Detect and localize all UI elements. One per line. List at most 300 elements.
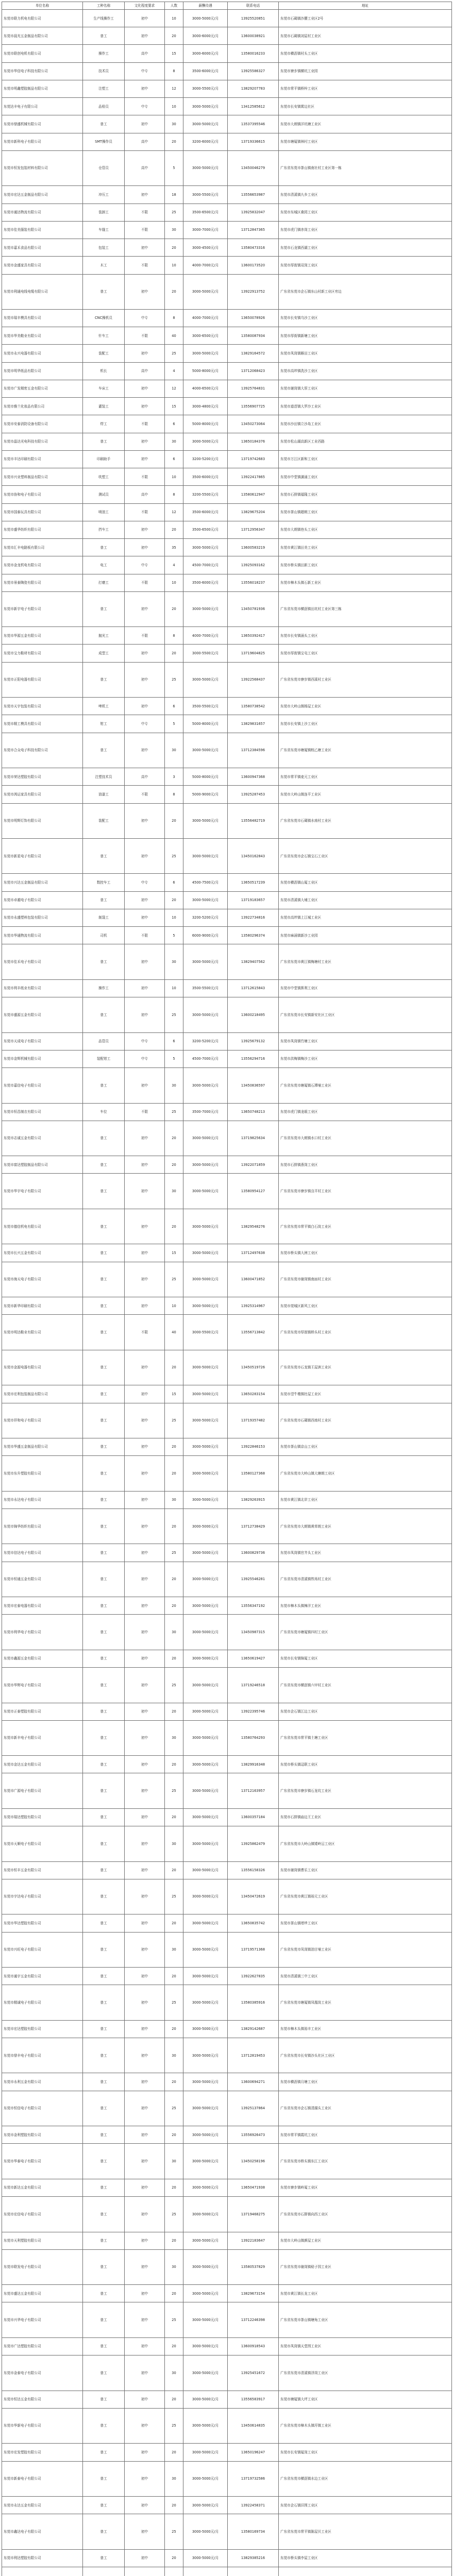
salary-cell: 5000-9000元/月 [183,786,228,803]
table-row [2,944,452,979]
education-cell: 初中 [125,521,165,538]
salary-cell: 3000-5000元/月 [183,1615,228,1650]
salary-cell: 3000-5000元/月 [183,2514,228,2549]
post-cell: 打磨工 [83,574,125,591]
table-row [2,415,452,433]
salary-cell: 3000-5000元/月 [183,662,228,697]
education-cell: 中专 [125,1050,165,1067]
count-cell: 20 [165,2337,183,2355]
count-cell: 10 [165,979,183,997]
salary-cell: 6000-9000元/月 [183,927,228,944]
address-cell: 东莞市莞城区新风工业区 [279,1297,452,1315]
post-cell: 普工 [83,944,125,979]
post-cell: 普工 [83,1350,125,1385]
address-cell: 东莞市长安镇上沙工业区 [279,715,452,733]
company-cell: 东莞市安泰消防设备有限公司 [2,415,83,433]
salary-cell: 3000-6000元/月 [183,27,228,45]
phone-cell: 13537395546 [228,115,279,133]
education-cell: 初中 [125,1068,165,1103]
company-cell: 东莞市新华印刷有限公司 [2,1297,83,1315]
table-row [2,2444,452,2461]
phone-cell: 13719604825 [228,645,279,662]
company-cell: 东莞市恒昌制衣有限公司 [2,1103,83,1121]
count-cell: 30 [165,2355,183,2391]
phone-cell: 13925287453 [228,786,279,803]
table-row [2,1068,452,1103]
education-cell: 初中 [125,1385,165,1403]
education-cell: 初中 [125,803,165,838]
count-cell: 20 [165,27,183,45]
address-cell: 东莞市清溪镇大埔工业区 [279,891,452,909]
phone-cell: 13580537829 [228,2249,279,2284]
count-cell: 10 [165,257,183,274]
education-cell: 中专 [125,556,165,574]
table-row [2,1509,452,1544]
salary-cell: 3000-5000元/月 [183,1174,228,1209]
count-cell: 20 [165,2020,183,2038]
company-cell: 东莞市明辉灯饰有限公司 [2,803,83,838]
address-cell: 广东省东莞市横沥镇六甲村工业区 [279,1668,452,1703]
count-cell: 20 [165,2232,183,2249]
count-cell: 30 [165,1826,183,1861]
address-cell: 东莞市长安镇厦岗工业区 [279,2444,452,2461]
education-cell: 不限 [125,574,165,591]
education-cell: 初中 [125,1615,165,1650]
phone-cell: 13719825634 [228,1121,279,1156]
table-row [2,891,452,909]
address-cell: 东莞市茶山镇增埗工业区 [279,1914,452,1932]
salary-cell: 3000-5000元/月 [183,591,228,626]
salary-cell: 3500-6000元/月 [183,468,228,486]
table-row [2,1209,452,1244]
post-cell: 普工 [83,1968,125,1985]
post-cell: 普工 [83,1385,125,1403]
post-cell: 测试员 [83,486,125,503]
post-cell [83,2567,125,2576]
count-cell: 25 [165,662,183,697]
post-cell: 喷油工 [83,503,125,521]
address-cell: 广东省东莞市企石镇东山村新工业区旁边 [279,274,452,309]
company-cell: 东莞市华宇电子有限公司 [2,1174,83,1209]
count-cell: 6 [165,698,183,715]
count-cell: 6 [165,415,183,433]
post-cell: 操作工 [83,979,125,997]
phone-cell: 13580473316 [228,239,279,257]
phone-cell: 13712738429 [228,1509,279,1544]
table-row [2,1562,452,1597]
salary-cell: 3000-5000元/月 [183,1438,228,1455]
table-row [2,1650,452,1667]
company-cell: 东莞市长兴五金有限公司 [2,1244,83,1262]
company-cell: 东莞市盛源五金有限公司 [2,997,83,1032]
address-cell: 东莞市厚街镇双岗工业区 [279,257,452,274]
company-cell: 东莞市汇丰电路板有限公司 [2,539,83,556]
table-row [2,2497,452,2514]
header-address: 地址 [279,2,452,10]
table-row [2,1350,452,1385]
salary-cell: 3000-5000元/月 [183,1597,228,1615]
address-cell: 广东省东莞市清溪镇浮岗工业区 [279,2355,452,2391]
education-cell: 不限 [125,257,165,274]
education-cell: 初中 [125,2355,165,2391]
count-cell: 25 [165,2408,183,2443]
table-row [2,2144,452,2179]
table-row [2,2549,452,2567]
salary-cell: 3200-5200元/月 [183,1032,228,1050]
table-row [2,698,452,715]
table-body [2,10,452,2576]
company-cell: 东莞市恒丰五金有限公司 [2,1861,83,1879]
phone-cell: 13829164572 [228,345,279,362]
post-cell: 品管员 [83,1032,125,1050]
company-cell: 东莞市鑫达电子有限公司 [2,2514,83,2549]
address-cell: 广东省东莞市寮步镇良平村工业区 [279,1174,452,1209]
count-cell: 30 [165,1720,183,1755]
company-cell: 东莞市利通电线电缆有限公司 [2,274,83,309]
address-cell: 广东省东莞市石碣镇西南村工业区 [279,1403,452,1438]
table-row [2,1968,452,1985]
count-cell: 20 [165,2497,183,2514]
address-cell: 东莞市长安镇锦厦工业区 [279,1650,452,1667]
company-cell: 东莞市通宇五金有限公司 [2,1968,83,1985]
salary-cell: 3000-5000元/月 [183,2073,228,2091]
address-cell: 东莞市石碣镇刘屋村工业区 [279,27,452,45]
address-cell: 东莞市谢岗镇曹乐工业区 [279,1861,452,1879]
post-cell: 数控车工 [83,874,125,891]
address-cell: 广东省东莞市大岭山镇矮岭冚工业区 [279,1826,452,1861]
post-cell: 普工 [83,1456,125,1491]
post-cell: 普工 [83,891,125,909]
count-cell: 30 [165,2144,183,2179]
post-cell: 针车工 [83,327,125,345]
phone-cell: 13829263915 [228,1491,279,1509]
phone-cell: 13450519726 [228,1350,279,1385]
table-row [2,115,452,133]
table-row [2,27,452,45]
phone-cell: 13712615843 [228,979,279,997]
salary-cell: 3000-5000元/月 [183,1244,228,1262]
phone-cell: 13580016233 [228,45,279,62]
education-cell: 初中 [125,1544,165,1562]
post-cell: 普工 [83,2337,125,2355]
education-cell: 初中 [125,1209,165,1244]
count-cell: 20 [165,2073,183,2091]
education-cell: 中专 [125,874,165,891]
education-cell: 初中 [125,698,165,715]
salary-cell: 3000-5000元/月 [183,1861,228,1879]
phone-cell: 13922846153 [228,1438,279,1455]
salary-cell: 3000-5000元/月 [183,803,228,838]
phone-cell: 13829548276 [228,1209,279,1244]
count-cell: 25 [165,1403,183,1438]
education-cell: 初中 [125,979,165,997]
company-cell: 东莞市利达塑胶有限公司 [2,2549,83,2567]
phone-cell: 13829142687 [228,2020,279,2038]
table-row [2,979,452,997]
salary-cell: 3000-5000元/月 [183,2444,228,2461]
salary-cell: 3000-5000元/月 [183,1668,228,1703]
company-cell: 东莞市嘉信电子有限公司 [2,1068,83,1103]
table-row [2,2391,452,2408]
address-cell: 东莞市石排镇燕岗工业区 [279,1156,452,1174]
education-cell: 初中 [125,2179,165,2196]
count-cell: 25 [165,2091,183,2126]
salary-cell: 3000-5000元/月 [183,1826,228,1861]
salary-cell: 3200-5200元/月 [183,450,228,468]
post-cell: 普工 [83,2408,125,2443]
salary-cell: 3000-5000元/月 [183,839,228,874]
salary-cell: 3000-5000元/月 [183,1808,228,1826]
count-cell: 20 [165,1350,183,1385]
salary-cell: 3000-5000元/月 [183,1720,228,1755]
count-cell: 5 [165,927,183,944]
company-cell: 东莞市通达物流有限公司 [2,204,83,221]
company-cell: 东莞市佳禾电子有限公司 [2,944,83,979]
education-cell: 初中 [125,839,165,874]
company-cell: 东莞市新宇电子有限公司 [2,591,83,626]
post-cell: 普工 [83,1650,125,1667]
education-cell: 中专 [125,62,165,80]
post-cell: 普工 [83,274,125,309]
table-row [2,380,452,397]
salary-cell: 3500-6000元/月 [183,62,228,80]
post-cell: 普工 [83,1720,125,1755]
address-cell: 东莞市望牛墩镇杜屋工业区 [279,1385,452,1403]
post-cell: 抛光工 [83,627,125,645]
address-cell: 东莞市清溪镇九乡工业区 [279,186,452,204]
post-cell: 机长 [83,362,125,380]
salary-cell: 3000-5000元/月 [183,733,228,768]
count-cell: 20 [165,891,183,909]
company-cell: 东莞市利丰纸业有限公司 [2,979,83,997]
count-cell: 5 [165,150,183,185]
post-cell: 普工 [83,1544,125,1562]
company-cell: 东莞市恒通五金有限公司 [2,1562,83,1597]
address-cell: 广东省东莞市长安镇沙头社区工业区 [279,2038,452,2073]
table-row [2,221,452,239]
phone-cell: 13580087934 [228,327,279,345]
address-cell: 广东省东莞市石碣镇水南村工业区 [279,803,452,838]
address-cell: 广东省东莞市石龙镇王屋洲工业区 [279,1350,452,1385]
salary-cell: 3000-5000元/月 [183,2091,228,2126]
company-cell: 东莞市金盛家具有限公司 [2,257,83,274]
salary-cell: 3000-5000元/月 [183,2302,228,2337]
table-row [2,1244,452,1262]
phone-cell: 13556294716 [228,1050,279,1067]
post-cell: 制袋工 [83,909,125,926]
education-cell: 初中 [125,2020,165,2038]
post-cell: 普工 [83,1773,125,1808]
post-cell: 普工 [83,2444,125,2461]
address-cell: 东莞市黄江镇北岸工业区 [279,1491,452,1509]
post-cell: 普工 [83,27,125,45]
phone-cell: 13719357482 [228,1403,279,1438]
table-row [2,1103,452,1121]
company-cell: 东莞市天宇包装有限公司 [2,698,83,715]
count-cell: 20 [165,2285,183,2302]
post-cell: 灌装工 [83,398,125,415]
company-cell: 东莞市瑞达塑胶有限公司 [2,1808,83,1826]
education-cell: 中专 [125,98,165,115]
address-cell: 广东省东莞市横沥镇田坑村工业区第三栋 [279,591,452,626]
company-cell: 东莞市正泰塑胶有限公司 [2,1703,83,1720]
count-cell: 25 [165,345,183,362]
address-cell: 广东省东莞市塘厦镇凤凰岗工业区 [279,1985,452,2020]
table-row [2,2038,452,2073]
count-cell: 18 [165,186,183,204]
phone-cell: 13556482719 [228,803,279,838]
table-row [2,309,452,327]
education-cell: 初中 [125,997,165,1032]
table-row [2,1121,452,1156]
phone-cell: 13580169734 [228,2514,279,2549]
count-cell: 25 [165,2197,183,2232]
education-cell: 初中 [125,1861,165,1879]
post-cell: 生产线操作工 [83,10,125,27]
table-row [2,1826,452,1861]
count-cell: 20 [165,1509,183,1544]
company-cell: 东莞市东升塑胶有限公司 [2,1456,83,1491]
phone-cell: 13450046279 [228,150,279,185]
count-cell: 30 [165,433,183,450]
table-row [2,1985,452,2020]
table-row [2,2179,452,2196]
salary-cell: 3500-6000元/月 [183,574,228,591]
salary-cell: 3200-5200元/月 [183,909,228,926]
phone-cell: 13922071859 [228,1156,279,1174]
address-cell: 广东省东莞市企石镇清湖头工业区 [279,2091,452,2126]
count-cell: 20 [165,1456,183,1491]
address-cell: 东莞市横沥镇月塘工业区 [279,2073,452,2091]
company-cell: 东莞市宏发塑胶有限公司 [2,2444,83,2461]
salary-cell: 3000-5000元/月 [183,1262,228,1297]
phone-cell: 13580612947 [228,486,279,503]
header-salary: 薪酬待遇 [183,2,228,10]
address-cell: 广东省东莞市厚街镇桥头村工业区 [279,1315,452,1350]
phone-cell: 13719183657 [228,891,279,909]
post-cell: 普工 [83,1985,125,2020]
education-cell: 不限 [125,468,165,486]
table-row [2,1756,452,1773]
post-cell: 普工 [83,2302,125,2337]
phone-cell: 13922734816 [228,909,279,926]
phone-cell: 13922913752 [228,274,279,309]
company-cell: 东莞市明达鞋业有限公司 [2,1315,83,1350]
company-cell: 东莞市合众电子科技有限公司 [2,733,83,768]
phone-cell: 13650748213 [228,1103,279,1121]
address-cell: 广东省东莞市樟木头镇圩镇工业区 [279,2408,452,2443]
count-cell: 25 [165,1103,183,1121]
count-cell: 30 [165,115,183,133]
address-cell: 东莞市虎门镇赤岗工业区 [279,221,452,239]
salary-cell: 3000-5000元/月 [183,2337,228,2355]
phone-cell: 13650471938 [228,2179,279,2196]
post-cell: 普工 [83,1861,125,1879]
salary-cell: 3500-6500元/月 [183,521,228,538]
phone-cell: 13925586327 [228,62,279,80]
education-cell: 初中 [125,115,165,133]
table-row [2,503,452,521]
company-cell: 东莞市明鑫塑胶制品有限公司 [2,80,83,97]
count-cell: 12 [165,80,183,97]
address-cell: 东莞市塘厦镇林村工业区 [279,133,452,150]
count-cell: 20 [165,1968,183,1985]
post-cell: 普工 [83,115,125,133]
post-cell: 普工 [83,591,125,626]
address-cell: 广东省东莞市大朗镇水口村工业区 [279,1121,452,1156]
table-row [2,1879,452,1914]
table-row [2,1156,452,1174]
education-cell: 初中 [125,1438,165,1455]
address-cell: 东莞市常平镇桥梓工业区 [279,80,452,97]
post-cell: 普工 [83,2249,125,2284]
table-row [2,1720,452,1755]
education-cell: 初中 [125,1985,165,2020]
education-cell: 初中 [125,2073,165,2091]
table-row [2,733,452,768]
salary-cell: 3000-5000元/月 [183,1456,228,1491]
phone-cell: 13925137864 [228,2091,279,2126]
phone-cell: 13829385216 [228,2549,279,2567]
salary-cell: 3000-5000元/月 [183,1350,228,1385]
phone-cell: 13719732586 [228,2461,279,2496]
count-cell: 25 [165,1773,183,1808]
table-row [2,433,452,450]
company-cell: 东莞市宝力鞋材有限公司 [2,645,83,662]
table-row [2,1615,452,1650]
address-cell: 东莞市长安镇涌头工业区 [279,627,452,645]
table-row [2,874,452,891]
salary-cell: 3000-5000元/月 [183,1703,228,1720]
table-row [2,468,452,486]
education-cell: 初中 [125,274,165,309]
salary-cell: 3000-5000元/月 [183,433,228,450]
education-cell: 初中 [125,1121,165,1156]
address-cell: 东莞市寮步镇横坑工业园 [279,62,452,80]
post-cell: 装配钳工 [83,1050,125,1067]
company-cell: 东莞市富达塑胶制品有限公司 [2,1156,83,1174]
table-row [2,786,452,803]
address-cell: 东莞市桥头镇迳联工业区 [279,1756,452,1773]
education-cell: 初中 [125,1879,165,1914]
phone-cell: 13580385916 [228,1985,279,2020]
salary-cell: 3000-5000元/月 [183,1914,228,1932]
post-cell: 普工 [83,1703,125,1720]
education-cell: 高中 [125,362,165,380]
phone-cell: 13925520851 [228,10,279,27]
salary-cell: 3000-5000元/月 [183,345,228,362]
table-row [2,521,452,538]
company-cell: 东莞市恒信电子有限公司 [2,2091,83,2126]
company-cell: 东莞市兴达五金制品有限公司 [2,874,83,891]
salary-cell: 3000-5000元/月 [183,2197,228,2232]
company-cell: 东莞市利华电子有限公司 [2,1615,83,1650]
company-cell: 东莞市新科电子有限公司 [2,133,83,150]
table-row [2,2514,452,2549]
count-cell: 30 [165,944,183,979]
salary-cell: 3200-6000元/月 [183,133,228,150]
post-cell: 普工 [83,1615,125,1650]
education-cell: 初中 [125,2232,165,2249]
salary-cell: 3000-5000元/月 [183,2549,228,2567]
address-cell: 东莞市大岭山镇连平工业区 [279,786,452,803]
post-cell: 装配工 [83,345,125,362]
phone-cell: 13600947368 [228,768,279,786]
phone-cell: 13580954127 [228,1174,279,1209]
post-cell: 车位 [83,1103,125,1121]
phone-cell: 13925314967 [228,1297,279,1315]
address-cell: 东莞市塘厦镇大坪工业区 [279,2391,452,2408]
